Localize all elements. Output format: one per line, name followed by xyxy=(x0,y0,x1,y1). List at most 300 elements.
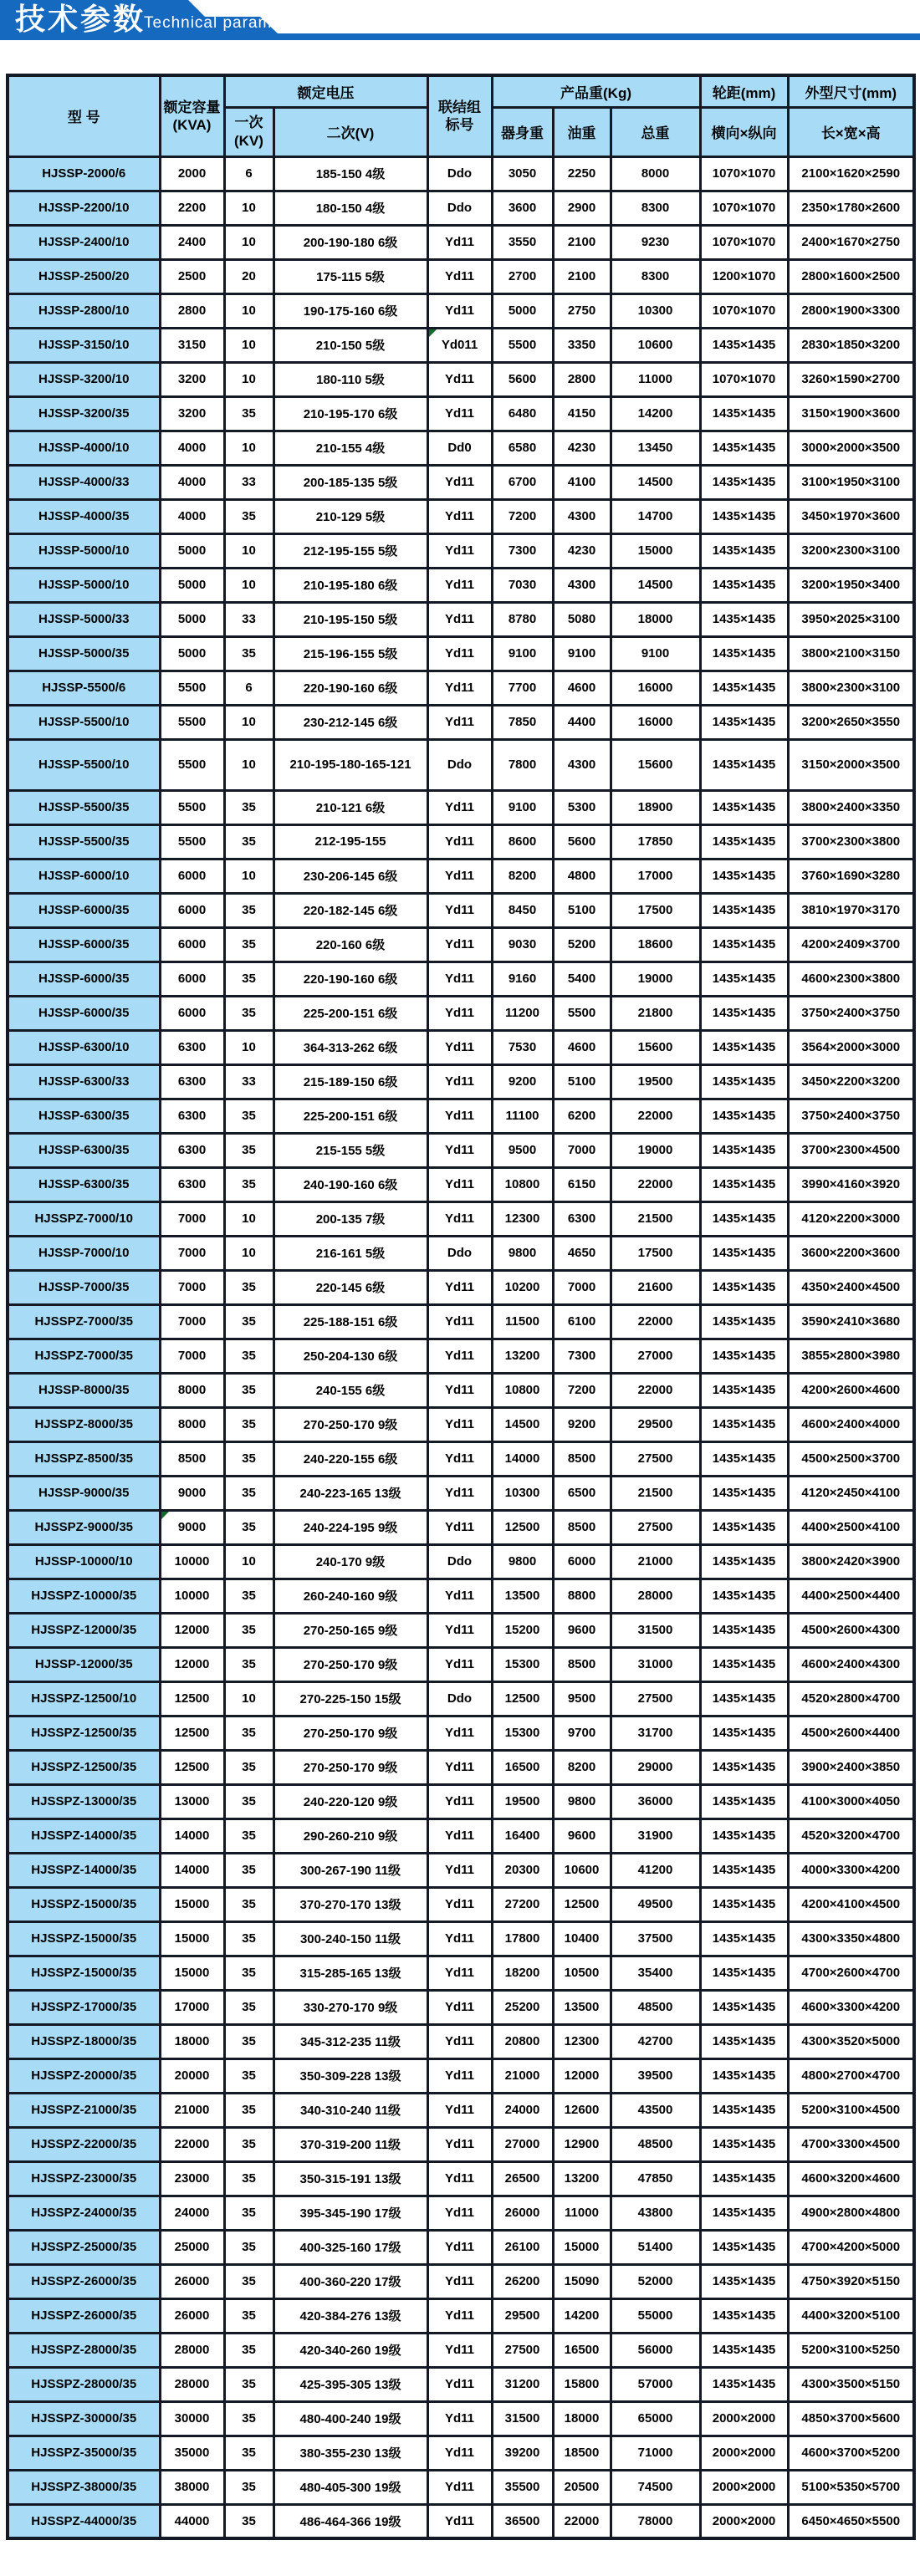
cell-body-weight: 14000 xyxy=(492,1441,553,1476)
cell-primary-voltage: 35 xyxy=(224,1099,273,1133)
cell-wheel-track: 1435×1435 xyxy=(700,1133,788,1167)
cell-primary-voltage: 35 xyxy=(224,1956,273,1990)
cell-capacity: 22000 xyxy=(160,2127,224,2161)
cell-model: HJSSPZ-12500/10 xyxy=(8,1681,160,1716)
cell-model: HJSSP-8000/35 xyxy=(8,1373,160,1407)
cell-primary-voltage: 35 xyxy=(224,2470,273,2504)
cell-capacity: 2200 xyxy=(160,191,224,225)
cell-total-weight: 31500 xyxy=(611,1613,700,1647)
cell-model: HJSSP-10000/10 xyxy=(8,1544,160,1579)
cell-body-weight: 26200 xyxy=(492,2264,553,2298)
cell-oil-weight: 12500 xyxy=(553,1887,611,1921)
table-row xyxy=(8,1887,914,1921)
cell-oil-weight: 8500 xyxy=(553,1441,611,1476)
cell-total-weight: 18900 xyxy=(611,790,700,824)
cell-primary-voltage: 35 xyxy=(224,1647,273,1681)
cell-secondary-voltage: 240-190-160 6级 xyxy=(273,1167,427,1201)
cell-model: HJSSPZ-8000/35 xyxy=(8,1407,160,1441)
cell-wheel-track: 1070×1070 xyxy=(700,156,788,191)
cell-secondary-voltage: 215-196-155 5级 xyxy=(273,636,427,671)
cell-total-weight: 16000 xyxy=(611,705,700,739)
col-header-body-weight: 器身重 xyxy=(492,107,553,156)
cell-model: HJSSP-6000/10 xyxy=(8,859,160,893)
cell-oil-weight: 5200 xyxy=(553,927,611,962)
cell-secondary-voltage: 230-212-145 6级 xyxy=(273,705,427,739)
cell-connection-symbol: Yd11 xyxy=(427,1167,492,1201)
cell-total-weight: 31900 xyxy=(611,1819,700,1853)
cell-model: HJSSP-6300/33 xyxy=(8,1064,160,1099)
cell-connection-symbol: Yd11 xyxy=(427,2367,492,2401)
cell-primary-voltage: 35 xyxy=(224,790,273,824)
table-row xyxy=(8,2436,914,2470)
cell-secondary-voltage: 210-195-180 6级 xyxy=(273,568,427,602)
cell-oil-weight: 2750 xyxy=(553,293,611,328)
cell-secondary-voltage: 210-195-150 5级 xyxy=(273,602,427,636)
table-row xyxy=(8,362,914,396)
cell-primary-voltage: 35 xyxy=(224,1304,273,1339)
cell-primary-voltage: 10 xyxy=(224,1544,273,1579)
table-row xyxy=(8,824,914,859)
cell-wheel-track: 1070×1070 xyxy=(700,362,788,396)
cell-dimensions: 4600×2400×4300 xyxy=(788,1647,914,1681)
cell-capacity: 2000 xyxy=(160,156,224,191)
cell-capacity: 7000 xyxy=(160,1270,224,1304)
cell-dimensions: 3200×2650×3550 xyxy=(788,705,914,739)
cell-body-weight: 5500 xyxy=(492,328,553,362)
cell-dimensions: 3200×2300×3100 xyxy=(788,533,914,568)
cell-connection-symbol: Yd11 xyxy=(427,568,492,602)
table-row xyxy=(8,2058,914,2093)
cell-primary-voltage: 6 xyxy=(224,671,273,705)
cell-secondary-voltage: 210-155 4级 xyxy=(273,431,427,465)
cell-total-weight: 21000 xyxy=(611,1544,700,1579)
cell-total-weight: 27500 xyxy=(611,1681,700,1716)
cell-wheel-track: 1435×1435 xyxy=(700,1167,788,1201)
cell-body-weight: 3050 xyxy=(492,156,553,191)
cell-oil-weight: 8500 xyxy=(553,1647,611,1681)
table-row xyxy=(8,1613,914,1647)
table-row xyxy=(8,1064,914,1099)
cell-oil-weight: 9500 xyxy=(553,1681,611,1716)
cell-secondary-voltage: 210-195-180-165-121 xyxy=(273,739,427,790)
cell-primary-voltage: 33 xyxy=(224,1064,273,1099)
cell-dimensions: 2800×1600×2500 xyxy=(788,259,914,293)
cell-model: HJSSP-5500/35 xyxy=(8,824,160,859)
cell-secondary-voltage: 212-195-155 xyxy=(273,824,427,859)
cell-total-weight: 48500 xyxy=(611,2127,700,2161)
cell-connection-symbol: Dd0 xyxy=(427,431,492,465)
cell-total-weight: 41200 xyxy=(611,1853,700,1887)
cell-capacity: 12500 xyxy=(160,1681,224,1716)
cell-body-weight: 8450 xyxy=(492,893,553,927)
cell-total-weight: 22000 xyxy=(611,1304,700,1339)
table-row xyxy=(8,156,914,191)
cell-model: HJSSP-6300/35 xyxy=(8,1099,160,1133)
cell-oil-weight: 13200 xyxy=(553,2161,611,2196)
cell-secondary-voltage: 200-185-135 5级 xyxy=(273,465,427,499)
cell-primary-voltage: 35 xyxy=(224,1133,273,1167)
cell-total-weight: 29000 xyxy=(611,1750,700,1784)
cell-capacity: 6000 xyxy=(160,893,224,927)
cell-dimensions: 3000×2000×3500 xyxy=(788,431,914,465)
cell-wheel-track: 1435×1435 xyxy=(700,927,788,962)
cell-body-weight: 12500 xyxy=(492,1510,553,1544)
cell-model: HJSSPZ-14000/35 xyxy=(8,1853,160,1887)
cell-total-weight: 27000 xyxy=(611,1339,700,1373)
cell-body-weight: 11100 xyxy=(492,1099,553,1133)
cell-model: HJSSPZ-15000/35 xyxy=(8,1956,160,1990)
table-row xyxy=(8,1236,914,1270)
cell-body-weight: 6480 xyxy=(492,396,553,431)
cell-dimensions: 2350×1780×2600 xyxy=(788,191,914,225)
table-row xyxy=(8,568,914,602)
cell-capacity: 6000 xyxy=(160,927,224,962)
cell-connection-symbol: Yd11 xyxy=(427,259,492,293)
cell-body-weight: 14500 xyxy=(492,1407,553,1441)
capacity-label-line1: 额定容量 xyxy=(163,99,221,115)
cell-capacity: 26000 xyxy=(160,2264,224,2298)
cell-dimensions: 3900×2400×3850 xyxy=(788,1750,914,1784)
cell-wheel-track: 1435×1435 xyxy=(700,396,788,431)
cell-dimensions: 4900×2800×4800 xyxy=(788,2196,914,2230)
cell-wheel-track: 1435×1435 xyxy=(700,1441,788,1476)
cell-dimensions: 4520×2800×4700 xyxy=(788,1681,914,1716)
cell-secondary-voltage: 210-121 6级 xyxy=(273,790,427,824)
cell-primary-voltage: 10 xyxy=(224,225,273,259)
cell-oil-weight: 4600 xyxy=(553,1030,611,1064)
cell-capacity: 6000 xyxy=(160,962,224,996)
cell-dimensions: 4200×4100×4500 xyxy=(788,1887,914,1921)
table-row xyxy=(8,790,914,824)
cell-connection-symbol: Yd11 xyxy=(427,1441,492,1476)
col-header-product-weight: 产品重(Kg) xyxy=(492,75,700,107)
cell-wheel-track: 1435×1435 xyxy=(700,533,788,568)
cell-primary-voltage: 35 xyxy=(224,2058,273,2093)
cell-model: HJSSP-5500/10 xyxy=(8,739,160,790)
cell-wheel-track: 1435×1435 xyxy=(700,499,788,533)
cell-body-weight: 8780 xyxy=(492,602,553,636)
cell-oil-weight: 5100 xyxy=(553,893,611,927)
table-row xyxy=(8,705,914,739)
cell-primary-voltage: 35 xyxy=(224,893,273,927)
cell-capacity: 12000 xyxy=(160,1613,224,1647)
cell-secondary-voltage: 270-250-165 9级 xyxy=(273,1613,427,1647)
table-row xyxy=(8,1167,914,1201)
cell-oil-weight: 4300 xyxy=(553,568,611,602)
cell-capacity: 28000 xyxy=(160,2333,224,2367)
cell-connection-symbol: Yd11 xyxy=(427,1476,492,1510)
cell-model: HJSSPZ-7000/35 xyxy=(8,1339,160,1373)
connection-label-line2: 标号 xyxy=(445,116,474,133)
cell-total-weight: 19500 xyxy=(611,1064,700,1099)
cell-total-weight: 36000 xyxy=(611,1784,700,1819)
cell-body-weight: 24000 xyxy=(492,2093,553,2127)
cell-secondary-voltage: 190-175-160 6级 xyxy=(273,293,427,328)
cell-secondary-voltage: 380-355-230 13级 xyxy=(273,2436,427,2470)
cell-primary-voltage: 35 xyxy=(224,1441,273,1476)
cell-model: HJSSPZ-8500/35 xyxy=(8,1441,160,1476)
cell-dimensions: 4400×3200×5100 xyxy=(788,2298,914,2333)
cell-wheel-track: 1435×1435 xyxy=(700,602,788,636)
cell-body-weight: 3600 xyxy=(492,191,553,225)
cell-model: HJSSP-6000/35 xyxy=(8,962,160,996)
cell-secondary-voltage: 340-310-240 11级 xyxy=(273,2093,427,2127)
cell-body-weight: 26100 xyxy=(492,2230,553,2264)
cell-primary-voltage: 35 xyxy=(224,499,273,533)
col-header-dimensions-sub: 长×宽×高 xyxy=(788,107,914,156)
cell-connection-symbol: Yd11 xyxy=(427,396,492,431)
cell-dimensions: 3100×1950×3100 xyxy=(788,465,914,499)
cell-body-weight: 3550 xyxy=(492,225,553,259)
cell-dimensions: 3260×1590×2700 xyxy=(788,362,914,396)
table-row xyxy=(8,225,914,259)
cell-capacity: 7000 xyxy=(160,1201,224,1236)
table-row xyxy=(8,893,914,927)
cell-secondary-voltage: 220-145 6级 xyxy=(273,1270,427,1304)
primary-label-line1: 一次 xyxy=(234,115,263,131)
col-header-secondary-voltage: 二次(V) xyxy=(273,107,427,156)
cell-body-weight: 9160 xyxy=(492,962,553,996)
cell-model: HJSSP-5500/35 xyxy=(8,790,160,824)
cell-primary-voltage: 10 xyxy=(224,568,273,602)
cell-model: HJSSPZ-12500/35 xyxy=(8,1750,160,1784)
cell-secondary-voltage: 486-464-366 19级 xyxy=(273,2504,427,2538)
cell-wheel-track: 1435×1435 xyxy=(700,465,788,499)
cell-capacity: 25000 xyxy=(160,2230,224,2264)
cell-capacity: 10000 xyxy=(160,1579,224,1613)
cell-oil-weight: 4300 xyxy=(553,739,611,790)
cell-capacity: 15000 xyxy=(160,1887,224,1921)
table-row xyxy=(8,1339,914,1373)
cell-primary-voltage: 35 xyxy=(224,1921,273,1956)
table-row xyxy=(8,1099,914,1133)
cell-model: HJSSPZ-38000/35 xyxy=(8,2470,160,2504)
cell-connection-symbol: Yd11 xyxy=(427,465,492,499)
table-row xyxy=(8,1784,914,1819)
cell-oil-weight: 8200 xyxy=(553,1750,611,1784)
cell-oil-weight: 3350 xyxy=(553,328,611,362)
cell-wheel-track: 1435×1435 xyxy=(700,1647,788,1681)
cell-wheel-track: 1435×1435 xyxy=(700,2058,788,2093)
cell-oil-weight: 12600 xyxy=(553,2093,611,2127)
cell-capacity: 3200 xyxy=(160,362,224,396)
cell-connection-symbol: Yd11 xyxy=(427,1270,492,1304)
cell-total-weight: 31700 xyxy=(611,1716,700,1750)
cell-oil-weight: 2100 xyxy=(553,225,611,259)
cell-total-weight: 27500 xyxy=(611,1441,700,1476)
cell-secondary-voltage: 330-270-170 9级 xyxy=(273,1990,427,2024)
cell-total-weight: 47850 xyxy=(611,2161,700,2196)
cell-oil-weight: 5600 xyxy=(553,824,611,859)
cell-model: HJSSPZ-14000/35 xyxy=(8,1819,160,1853)
cell-model: HJSSP-5500/10 xyxy=(8,705,160,739)
cell-capacity: 5500 xyxy=(160,671,224,705)
cell-dimensions: 3760×1690×3280 xyxy=(788,859,914,893)
cell-oil-weight: 16500 xyxy=(553,2333,611,2367)
cell-secondary-voltage: 270-250-170 9级 xyxy=(273,1407,427,1441)
cell-body-weight: 7700 xyxy=(492,671,553,705)
cell-oil-weight: 4300 xyxy=(553,499,611,533)
cell-wheel-track: 1435×1435 xyxy=(700,1887,788,1921)
table-row xyxy=(8,1544,914,1579)
cell-body-weight: 12500 xyxy=(492,1681,553,1716)
table-row xyxy=(8,2230,914,2264)
cell-capacity: 17000 xyxy=(160,1990,224,2024)
cell-body-weight: 10800 xyxy=(492,1373,553,1407)
cell-dimensions: 5200×3100×4500 xyxy=(788,2093,914,2127)
cell-primary-voltage: 10 xyxy=(224,1236,273,1270)
cell-primary-voltage: 35 xyxy=(224,962,273,996)
cell-primary-voltage: 35 xyxy=(224,1339,273,1373)
cell-wheel-track: 2000×2000 xyxy=(700,2436,788,2470)
cell-oil-weight: 12900 xyxy=(553,2127,611,2161)
cell-body-weight: 8600 xyxy=(492,824,553,859)
cell-secondary-voltage: 215-155 5级 xyxy=(273,1133,427,1167)
cell-primary-voltage: 35 xyxy=(224,1750,273,1784)
cell-capacity: 6000 xyxy=(160,859,224,893)
cell-wheel-track: 1435×1435 xyxy=(700,1304,788,1339)
cell-dimensions: 4700×2600×4700 xyxy=(788,1956,914,1990)
cell-body-weight: 9030 xyxy=(492,927,553,962)
cell-primary-voltage: 20 xyxy=(224,259,273,293)
cell-total-weight: 8000 xyxy=(611,156,700,191)
table-row xyxy=(8,1510,914,1544)
cell-primary-voltage: 35 xyxy=(224,2093,273,2127)
cell-body-weight: 27500 xyxy=(492,2333,553,2367)
cell-total-weight: 22000 xyxy=(611,1167,700,1201)
cell-oil-weight: 18500 xyxy=(553,2436,611,2470)
cell-total-weight: 11000 xyxy=(611,362,700,396)
cell-dimensions: 4600×3700×5200 xyxy=(788,2436,914,2470)
cell-model: HJSSP-4000/10 xyxy=(8,431,160,465)
cell-capacity: 6000 xyxy=(160,996,224,1030)
cell-total-weight: 48500 xyxy=(611,1990,700,2024)
cell-model: HJSSPZ-15000/35 xyxy=(8,1921,160,1956)
col-header-primary-voltage xyxy=(224,107,273,156)
cell-oil-weight: 15800 xyxy=(553,2367,611,2401)
cell-secondary-voltage: 180-110 5级 xyxy=(273,362,427,396)
cell-total-weight: 52000 xyxy=(611,2264,700,2298)
table-row xyxy=(8,465,914,499)
cell-dimensions: 3800×2100×3150 xyxy=(788,636,914,671)
cell-model: HJSSP-6000/35 xyxy=(8,927,160,962)
table-row xyxy=(8,328,914,362)
cell-wheel-track: 1435×1435 xyxy=(700,1921,788,1956)
table-row xyxy=(8,2504,914,2538)
cell-total-weight: 10600 xyxy=(611,328,700,362)
cell-secondary-voltage: 250-204-130 6级 xyxy=(273,1339,427,1373)
cell-primary-voltage: 35 xyxy=(224,2504,273,2538)
cell-wheel-track: 1435×1435 xyxy=(700,1544,788,1579)
table-row xyxy=(8,2024,914,2058)
cell-capacity: 2400 xyxy=(160,225,224,259)
table-row xyxy=(8,1270,914,1304)
cell-body-weight: 19500 xyxy=(492,1784,553,1819)
cell-primary-voltage: 35 xyxy=(224,636,273,671)
cell-model: HJSSPZ-18000/35 xyxy=(8,2024,160,2058)
cell-dimensions: 2800×1900×3300 xyxy=(788,293,914,328)
cell-dimensions: 4200×2409×3700 xyxy=(788,927,914,962)
table-row xyxy=(8,996,914,1030)
cell-capacity: 6300 xyxy=(160,1133,224,1167)
cell-body-weight: 10200 xyxy=(492,1270,553,1304)
cell-oil-weight: 7000 xyxy=(553,1133,611,1167)
cell-model: HJSSPZ-30000/35 xyxy=(8,2401,160,2436)
cell-connection-symbol: Ddo xyxy=(427,1681,492,1716)
cell-model: HJSSPZ-13000/35 xyxy=(8,1784,160,1819)
table-row xyxy=(8,499,914,533)
cell-secondary-voltage: 225-188-151 6级 xyxy=(273,1304,427,1339)
cell-secondary-voltage: 215-189-150 6级 xyxy=(273,1064,427,1099)
cell-oil-weight: 8500 xyxy=(553,1510,611,1544)
cell-capacity: 6300 xyxy=(160,1099,224,1133)
cell-model: HJSSP-4000/35 xyxy=(8,499,160,533)
cell-total-weight: 65000 xyxy=(611,2401,700,2436)
cell-capacity: 5500 xyxy=(160,739,224,790)
cell-capacity: 13000 xyxy=(160,1784,224,1819)
table-row xyxy=(8,1304,914,1339)
cell-oil-weight: 6150 xyxy=(553,1167,611,1201)
cell-body-weight: 35500 xyxy=(492,2470,553,2504)
cell-body-weight: 5600 xyxy=(492,362,553,396)
cell-body-weight: 11200 xyxy=(492,996,553,1030)
cell-connection-symbol: Yd11 xyxy=(427,636,492,671)
table-row xyxy=(8,1750,914,1784)
cell-wheel-track: 1435×1435 xyxy=(700,2127,788,2161)
cell-total-weight: 17500 xyxy=(611,1236,700,1270)
cell-secondary-voltage: 400-325-160 17级 xyxy=(273,2230,427,2264)
cell-secondary-voltage: 290-260-210 9级 xyxy=(273,1819,427,1853)
cell-oil-weight: 5400 xyxy=(553,962,611,996)
cell-wheel-track: 1435×1435 xyxy=(700,2367,788,2401)
cell-model: HJSSP-2000/6 xyxy=(8,156,160,191)
cell-model: HJSSP-3200/10 xyxy=(8,362,160,396)
col-header-rated-voltage: 额定电压 xyxy=(224,75,427,107)
table-row xyxy=(8,431,914,465)
cell-dimensions: 4350×2400×4500 xyxy=(788,1270,914,1304)
col-header-wheel-track: 轮距(mm) xyxy=(700,75,788,107)
cell-dimensions: 3800×2400×3350 xyxy=(788,790,914,824)
cell-wheel-track: 1435×1435 xyxy=(700,1819,788,1853)
cell-model: HJSSP-5000/10 xyxy=(8,533,160,568)
cell-total-weight: 21600 xyxy=(611,1270,700,1304)
cell-connection-symbol: Yd11 xyxy=(427,859,492,893)
table-row xyxy=(8,293,914,328)
cell-connection-symbol: Yd11 xyxy=(427,1956,492,1990)
cell-model: HJSSP-2500/20 xyxy=(8,259,160,293)
cell-wheel-track: 1435×1435 xyxy=(700,1613,788,1647)
cell-primary-voltage: 35 xyxy=(224,1270,273,1304)
cell-dimensions: 3700×2300×4500 xyxy=(788,1133,914,1167)
table-row xyxy=(8,1373,914,1407)
cell-primary-voltage: 35 xyxy=(224,1476,273,1510)
cell-model: HJSSPZ-22000/35 xyxy=(8,2127,160,2161)
cell-oil-weight: 5080 xyxy=(553,602,611,636)
cell-secondary-voltage: 200-135 7级 xyxy=(273,1201,427,1236)
cell-dimensions: 4500×2600×4300 xyxy=(788,1613,914,1647)
cell-body-weight: 39200 xyxy=(492,2436,553,2470)
cell-oil-weight: 6100 xyxy=(553,1304,611,1339)
cell-wheel-track: 2000×2000 xyxy=(700,2470,788,2504)
cell-body-weight: 15300 xyxy=(492,1716,553,1750)
cell-dimensions: 3150×2000×3500 xyxy=(788,739,914,790)
cell-capacity: 4000 xyxy=(160,431,224,465)
table-row xyxy=(8,1441,914,1476)
cell-dimensions: 4100×3000×4050 xyxy=(788,1784,914,1819)
cell-dimensions: 2100×1620×2590 xyxy=(788,156,914,191)
cell-total-weight: 8300 xyxy=(611,259,700,293)
cell-dimensions: 4120×2450×4100 xyxy=(788,1476,914,1510)
